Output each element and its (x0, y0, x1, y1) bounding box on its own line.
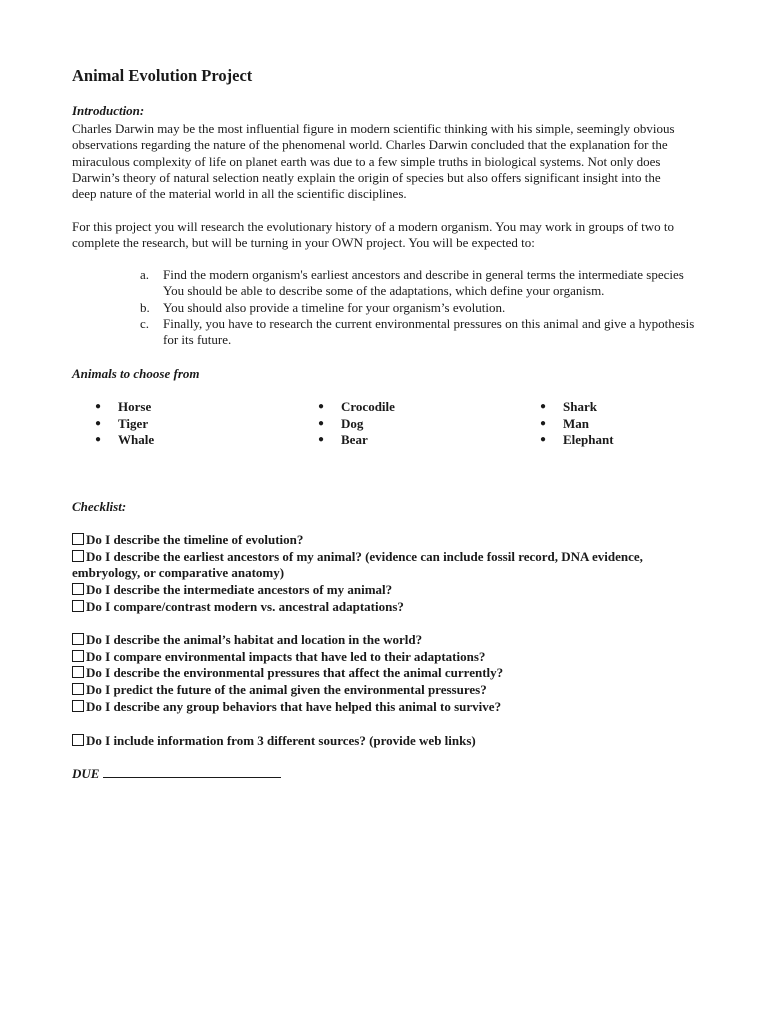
checkbox-icon[interactable] (72, 683, 84, 695)
task-item (140, 267, 700, 300)
bullet-icon: ● (318, 417, 325, 429)
checklist-group (72, 632, 692, 716)
animal-name: Dog (341, 415, 364, 431)
checklist-item-text: Do I compare environmental impacts that have led to their adaptations? (86, 648, 486, 664)
bullet-icon: ● (540, 401, 547, 412)
animal-name: Bear (341, 432, 368, 448)
animal-name: Tiger (118, 415, 149, 431)
checkbox-icon[interactable] (72, 666, 84, 678)
checklist-item (72, 649, 692, 666)
task-marker: c. (140, 315, 150, 331)
animal-item (318, 399, 395, 416)
checkbox-icon[interactable] (72, 734, 84, 746)
animal-item (318, 416, 395, 433)
bullet-icon: ● (318, 434, 325, 446)
checklist-item-text: Do I describe the timeline of evolution? (86, 532, 304, 547)
checklist-item (72, 632, 692, 649)
task-text: You should also provide a timeline for your organism’s evolution. (163, 299, 506, 315)
due-date-blank[interactable] (103, 767, 281, 778)
checklist-item-text: Do I describe the intermediate ancestors of my animal? (86, 582, 393, 598)
checklist-item-text: Do I include information from 3 different sources? (provide web links) (86, 733, 476, 748)
checkbox-icon[interactable] (72, 633, 84, 645)
animal-name: Horse (118, 399, 152, 414)
checklist-item (72, 532, 692, 549)
checklist-item-text: Do I compare/contrast modern vs. ancestral adaptations? (86, 598, 404, 614)
checklist-item (72, 665, 692, 682)
checklist-item-text: Do I describe any group behaviors that have helped this animal to survive? (86, 698, 502, 714)
animal-item (95, 399, 154, 416)
animals-heading: Animals to choose from (72, 366, 200, 381)
checkbox-icon[interactable] (72, 533, 84, 545)
task-item (140, 316, 700, 349)
checklist-heading: Checklist: (72, 499, 127, 514)
animal-item (95, 416, 154, 433)
checklist-item (72, 599, 692, 616)
animal-name: Shark (563, 399, 597, 414)
checkbox-icon[interactable] (72, 700, 84, 712)
animal-column (540, 399, 614, 449)
introduction-heading: Introduction: (72, 103, 145, 118)
bullet-icon: ● (95, 401, 102, 412)
checkbox-icon[interactable] (72, 600, 84, 612)
animal-item (540, 416, 614, 433)
animal-name: Man (563, 415, 589, 431)
due-label: DUE (72, 766, 100, 781)
task-marker: a. (140, 267, 150, 282)
bullet-icon: ● (540, 417, 547, 429)
checklist-item (72, 682, 692, 699)
checklist-item-text: Do I describe the animal’s habitat and location in the world? (86, 632, 423, 647)
checklist-group (72, 532, 692, 616)
task-list (140, 267, 700, 348)
animal-item (318, 432, 395, 449)
document-title: Animal Evolution Project (72, 66, 253, 85)
checklist-item (72, 699, 692, 716)
checkbox-icon[interactable] (72, 583, 84, 595)
bullet-icon: ● (318, 401, 325, 412)
checklist-item (72, 582, 692, 599)
checklist-item-text: Do I predict the future of the animal given the environmental pressures? (86, 682, 487, 698)
animal-name: Whale (118, 432, 155, 448)
checklist-item-text: Do I describe the environmental pressures that affect the animal currently? (86, 665, 504, 681)
task-marker: b. (140, 299, 150, 315)
checkbox-icon[interactable] (72, 650, 84, 662)
task-item (140, 300, 700, 316)
introduction-paragraph: Charles Darwin may be the most influential figure in modern scientific thinking with his simple, seemingly obvious observations regarding the nature of the phenomenal world. Charles Darwin concluded that the explanation for the miraculous complexity of life on planet earth was due to a few simple truths in biological systems. Not only does Darwin’s theory of natural selection neatly explain the origin of species but also offers significant insight into the deep nature of the material world in all the scientific disciplines. (72, 121, 675, 202)
bullet-icon: ● (540, 434, 547, 446)
animal-item (540, 399, 614, 416)
animal-name: Elephant (563, 432, 614, 448)
bullet-icon: ● (95, 417, 102, 429)
animal-name: Crocodile (341, 399, 395, 414)
animal-column (318, 399, 395, 449)
task-text: Find the modern organism's earliest ancestors and describe in general terms the intermediate species You should be able to describe some of the adaptations, which define your organism. (163, 267, 684, 299)
checklist-item (72, 733, 692, 750)
checklist-item (72, 549, 692, 582)
checklist-item-text: Do I describe the earliest ancestors of my animal? (evidence can include fossil record, DNA evidence, embryology, or comparative anatomy) (72, 548, 643, 581)
animal-column (95, 399, 154, 449)
animal-item (95, 432, 154, 449)
project-paragraph: For this project you will research the evolutionary history of a modern organism. You may work in groups of two to complete the research, but will be turning in your OWN project. You will be expected to: (72, 219, 675, 251)
checklist-group (72, 733, 692, 750)
due-date-field (72, 766, 281, 782)
bullet-icon: ● (95, 434, 102, 446)
checkbox-icon[interactable] (72, 550, 84, 562)
animal-item (540, 432, 614, 449)
task-text: Finally, you have to research the current environmental pressures on this animal and give a hypothesis for its future. (163, 315, 695, 348)
